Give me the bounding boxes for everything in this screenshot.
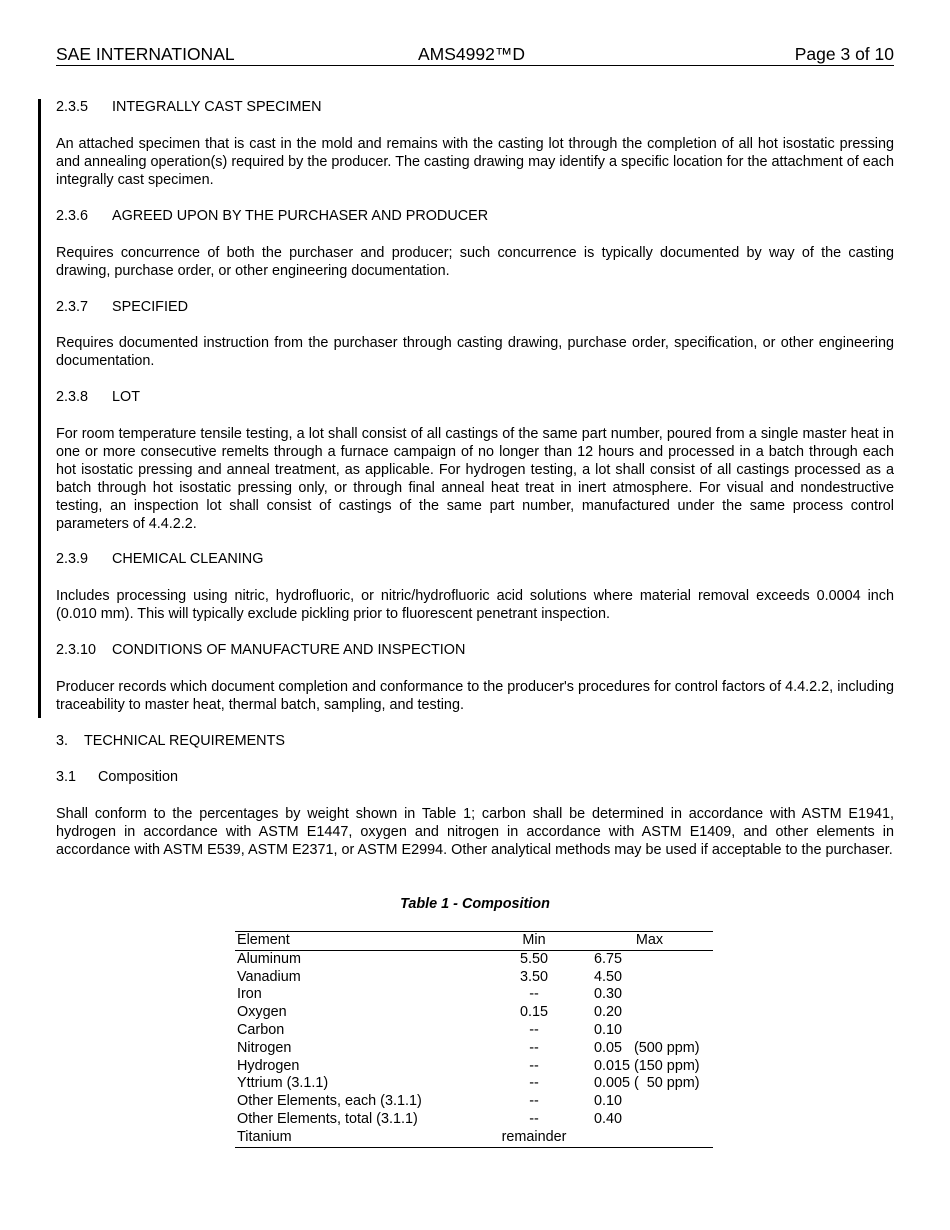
min-cell: -- bbox=[529, 1075, 539, 1092]
max-cell: 0.015 (150 ppm) bbox=[594, 1057, 700, 1074]
header-doc-id: AMS4992™D bbox=[418, 44, 525, 64]
section-number: 3. bbox=[56, 733, 69, 749]
section-heading-2-3-6 bbox=[56, 207, 894, 225]
section-body-2-3-8: For room temperature tensile testing, a lot shall consist of all castings of the same part number, poured from a single master heat in one or more consecutive remelts through a furnace campaign of no longer than 12 hours and processed in a batch through each hot isostatic pressing and anneal treatment, as applicable. For hydrogen testing, a lot shall consist of all castings processed as a batch through hot isostatic pressing only, or through final anneal heat treat in inert atmosphere. For visual and nondestructive testing, an inspection lot shall consist of castings of the same part number, manufactured under the same process control parameters of 4.4.2.2. bbox=[56, 426, 894, 532]
section-number: 2.3.5 bbox=[56, 99, 89, 115]
min-cell: -- bbox=[529, 1093, 539, 1110]
min-cell: 0.15 bbox=[519, 1004, 548, 1021]
revision-change-bar bbox=[38, 99, 41, 718]
section-title: CONDITIONS OF MANUFACTURE AND INSPECTION bbox=[112, 642, 466, 658]
section-title: CHEMICAL CLEANING bbox=[112, 551, 264, 567]
min-cell: 5.50 bbox=[519, 950, 548, 967]
min-cell: remainder bbox=[501, 1128, 567, 1145]
section-title: AGREED UPON BY THE PURCHASER AND PRODUCER bbox=[112, 208, 489, 224]
table-row bbox=[235, 1129, 713, 1147]
column-header-element: Element bbox=[237, 932, 290, 948]
section-body-2-3-10: Producer records which document completion and conformance to the producer's procedures for control factors of 4.4.2.2, including traceability to master heat, thermal batch, sampling, and testing. bbox=[56, 679, 894, 713]
section-title: SPECIFIED bbox=[112, 299, 188, 315]
section-heading-2-3-9 bbox=[56, 550, 894, 568]
section-number: 2.3.10 bbox=[56, 642, 97, 658]
max-cell: 0.30 bbox=[594, 986, 623, 1003]
table-row bbox=[235, 969, 713, 987]
section-body-2-3-6: Requires concurrence of both the purchaser and producer; such concurrence is typically documented by way of the casting drawing, purchase order, or other engineering documentation. bbox=[56, 245, 894, 279]
element-cell: Hydrogen bbox=[237, 1057, 300, 1074]
composition-table bbox=[235, 931, 713, 1148]
section-number: 3.1 bbox=[56, 769, 77, 785]
section-number: 2.3.7 bbox=[56, 299, 89, 315]
table-header-row bbox=[235, 932, 713, 951]
table-row bbox=[235, 986, 713, 1004]
section-title: Composition bbox=[98, 769, 178, 785]
element-cell: Titanium bbox=[237, 1128, 292, 1145]
element-cell: Yttrium (3.1.1) bbox=[237, 1075, 329, 1092]
section-heading-2-3-10 bbox=[56, 641, 894, 659]
section-body-2-3-9: Includes processing using nitric, hydrofluoric, or nitric/hydrofluoric acid solutions where material removal exceeds 0.0004 inch (0.010 mm). This will typically exclude pickling prior to fluorescent penetrant inspection. bbox=[56, 588, 894, 622]
max-cell: 0.20 bbox=[594, 1004, 623, 1021]
min-cell: -- bbox=[529, 1110, 539, 1127]
table-row bbox=[235, 950, 713, 968]
page-header bbox=[56, 44, 894, 66]
max-cell bbox=[586, 1129, 713, 1147]
min-cell: 3.50 bbox=[519, 968, 548, 985]
table-row bbox=[235, 1093, 713, 1111]
section-title: LOT bbox=[112, 389, 140, 405]
min-cell: -- bbox=[529, 1021, 539, 1038]
max-cell: 0.10 bbox=[594, 1021, 623, 1038]
element-cell: Vanadium bbox=[237, 968, 301, 985]
max-cell: 0.05 (500 ppm) bbox=[594, 1039, 700, 1056]
table-row bbox=[235, 1111, 713, 1129]
section-number: 2.3.9 bbox=[56, 551, 89, 567]
table-row bbox=[235, 1022, 713, 1040]
section-heading-3 bbox=[56, 732, 894, 750]
section-number: 2.3.8 bbox=[56, 389, 89, 405]
section-number: 2.3.6 bbox=[56, 208, 89, 224]
column-header-max: Max bbox=[635, 932, 664, 948]
element-cell: Carbon bbox=[237, 1021, 285, 1038]
element-cell: Aluminum bbox=[237, 950, 301, 967]
header-page-number: Page 3 of 10 bbox=[794, 44, 894, 64]
element-cell: Nitrogen bbox=[237, 1039, 292, 1056]
section-body-2-3-5: An attached specimen that is cast in the mold and remains with the casting lot through the completion of all hot isostatic pressing and annealing operation(s) required by the producer. The casting drawing may identify a specific location for the attachment of each integrally cast specimen. bbox=[56, 136, 894, 188]
min-cell: -- bbox=[529, 1057, 539, 1074]
section-body-2-3-7: Requires documented instruction from the purchaser through casting drawing, purchase order, specification, or other engineering documentation. bbox=[56, 335, 894, 369]
max-cell: 0.005 ( 50 ppm) bbox=[594, 1075, 700, 1092]
section-title: TECHNICAL REQUIREMENTS bbox=[84, 733, 285, 749]
table-title: Table 1 - Composition bbox=[400, 896, 550, 912]
table-row bbox=[235, 1004, 713, 1022]
max-cell: 4.50 bbox=[594, 968, 623, 985]
column-header-min: Min bbox=[522, 932, 546, 948]
min-cell: -- bbox=[529, 1039, 539, 1056]
header-org: SAE INTERNATIONAL bbox=[56, 44, 235, 64]
element-cell: Iron bbox=[237, 986, 262, 1003]
element-cell: Other Elements, total (3.1.1) bbox=[237, 1110, 418, 1127]
element-cell: Oxygen bbox=[237, 1004, 287, 1021]
section-body-3-1: Shall conform to the percentages by weight shown in Table 1; carbon shall be determined in accordance with ASTM E1941, hydrogen in accordance with ASTM E1447, oxygen and nitrogen in accordance with ASTM E1409, and other elements in accordance with ASTM E539, ASTM E2371, or ASTM E2994. Other analytical methods may be used if acceptable to the purchaser. bbox=[56, 806, 894, 858]
table-row bbox=[235, 1075, 713, 1093]
section-heading-2-3-5 bbox=[56, 98, 894, 116]
section-heading-2-3-7 bbox=[56, 298, 894, 316]
max-cell: 6.75 bbox=[594, 950, 623, 967]
section-heading-2-3-8 bbox=[56, 388, 894, 406]
table-row bbox=[235, 1040, 713, 1058]
section-title: INTEGRALLY CAST SPECIMEN bbox=[112, 99, 322, 115]
table-row bbox=[235, 1058, 713, 1076]
section-heading-3-1 bbox=[56, 768, 894, 786]
min-cell: -- bbox=[529, 986, 539, 1003]
max-cell: 0.40 bbox=[594, 1110, 623, 1127]
element-cell: Other Elements, each (3.1.1) bbox=[237, 1093, 422, 1110]
max-cell: 0.10 bbox=[594, 1093, 623, 1110]
